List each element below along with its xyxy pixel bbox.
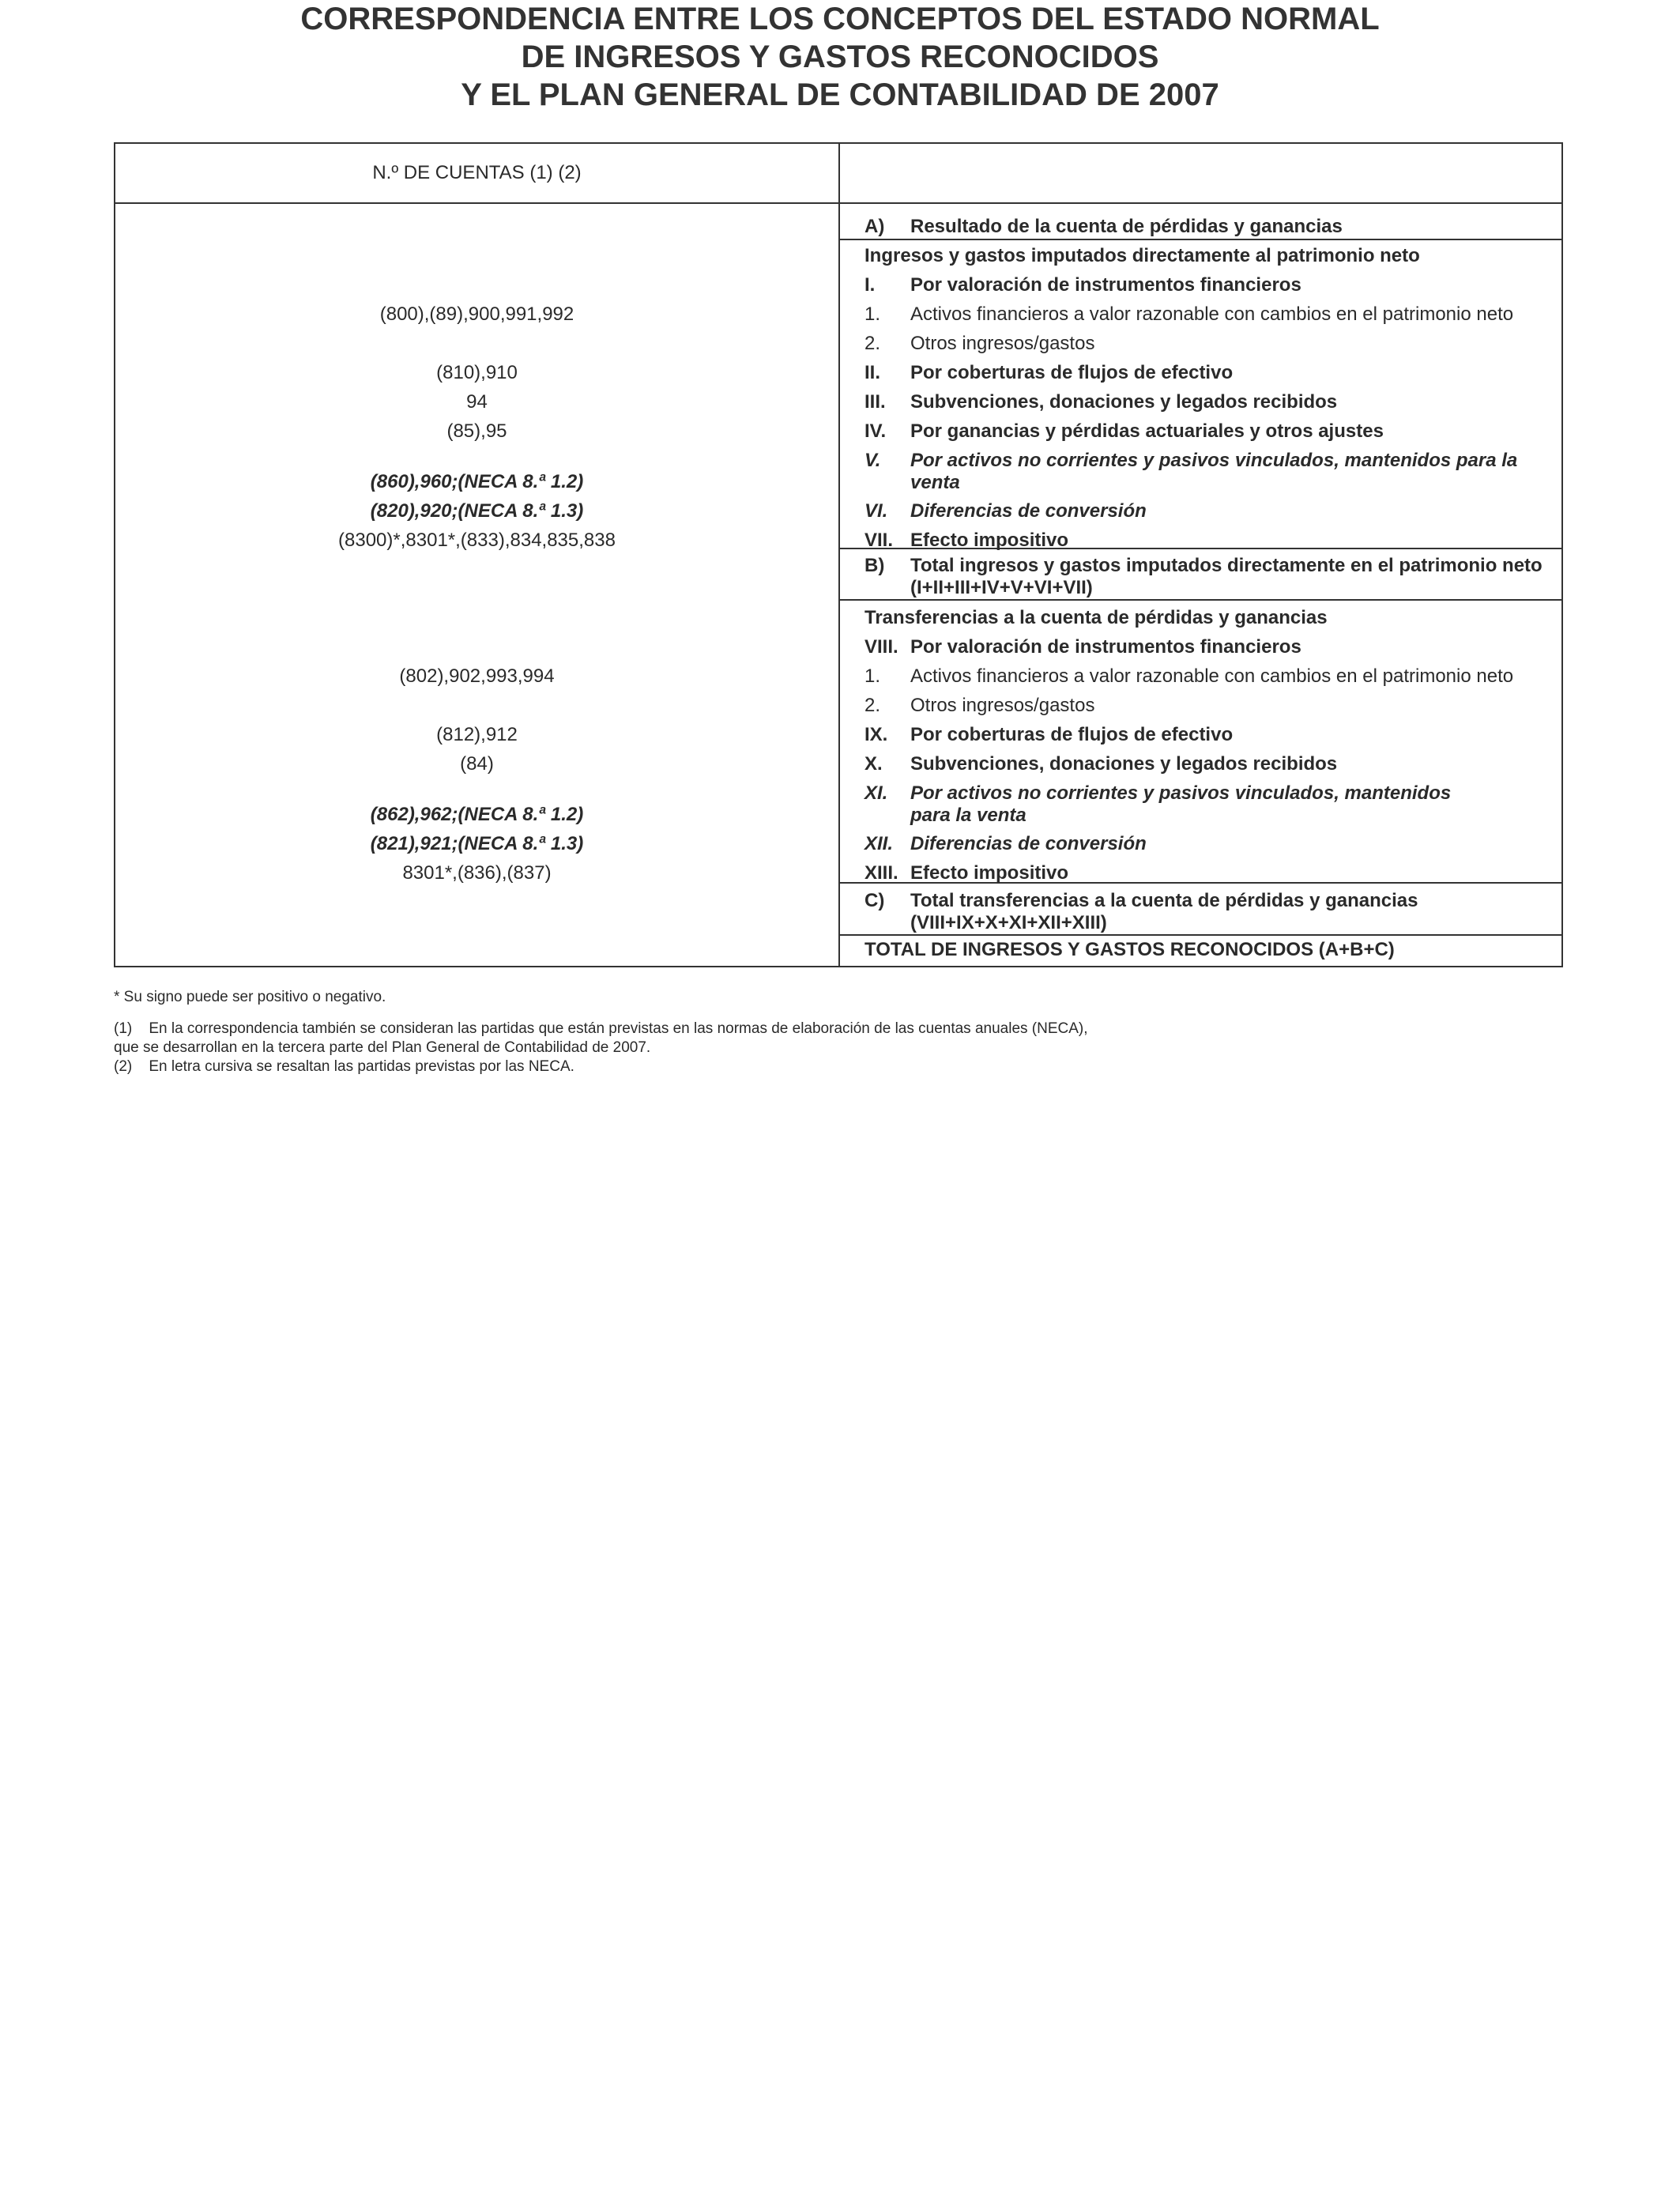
row-ix-num: IX.	[864, 724, 888, 745]
row-v-num: V.	[864, 450, 881, 471]
row-ii-num: II.	[864, 362, 881, 383]
row-viii2-text: Otros ingresos/gastos	[910, 695, 1095, 716]
row-xiii-text: Efecto impositivo	[910, 862, 1069, 884]
section-imputed-heading: Ingresos y gastos imputados directamente al patrimonio neto	[864, 245, 1420, 266]
row-v-accounts: (860),960;(NECA 8.ª 1.2)	[370, 471, 584, 492]
row-c-text: Total transferencias a la cuenta de pérdidas y ganancias (VIII+IX+X+XI+XII+XIII)	[910, 890, 1418, 933]
row-viii1-text: Activos financieros a valor razonable con cambios en el patrimonio neto	[910, 665, 1514, 687]
row-ix-accounts: (812),912	[436, 724, 518, 745]
row-i1-text: Activos financieros a valor razonable con cambios en el patrimonio neto	[910, 303, 1514, 325]
page-title	[0, 0, 1680, 114]
row-xii-num: XII.	[864, 833, 894, 854]
row-viii1-num: 1.	[864, 665, 881, 687]
row-xi-text: Por activos no corrientes y pasivos vinculados, mantenidos para la venta	[910, 782, 1452, 826]
footnote-1-line-2: que se desarrollan en la tercera parte del Plan General de Contabilidad de 2007.	[114, 1039, 651, 1056]
row-xiii-num: XIII.	[864, 862, 898, 884]
footnote-sign: * Su signo puede ser positivo o negativo.	[114, 989, 386, 1005]
row-c-num: C)	[864, 890, 885, 911]
row-iii-text: Subvenciones, donaciones y legados recibidos	[910, 391, 1338, 413]
title-line-3: Y EL PLAN GENERAL DE CONTABILIDAD DE 2007	[461, 77, 1219, 112]
row-ix-text: Por coberturas de flujos de efectivo	[910, 724, 1234, 745]
row-b-num: B)	[864, 555, 885, 576]
row-xi-num: XI.	[864, 782, 888, 804]
row-a-num: A)	[864, 216, 885, 237]
row-vii-text: Efecto impositivo	[910, 530, 1069, 551]
footnotes	[114, 988, 1560, 1076]
row-xiii-accounts: 8301*,(836),(837)	[402, 862, 552, 884]
section-transfers-heading: Transferencias a la cuenta de pérdidas y ganancias	[864, 607, 1328, 628]
row-i-text: Por valoración de instrumentos financieros	[910, 274, 1301, 296]
title-line-1: CORRESPONDENCIA ENTRE LOS CONCEPTOS DEL ESTADO NORMAL	[300, 2, 1380, 36]
row-i-num: I.	[864, 274, 876, 296]
row-a-text: Resultado de la cuenta de pérdidas y ganancias	[910, 216, 1343, 237]
row-viii-num: VIII.	[864, 636, 898, 658]
row-vi-text: Diferencias de conversión	[910, 500, 1147, 522]
row-ii-accounts: (810),910	[436, 362, 518, 383]
row-xii-text: Diferencias de conversión	[910, 833, 1147, 854]
row-vii-accounts: (8300)*,8301*,(833),834,835,838	[338, 530, 616, 551]
footnote-1-line-1: (1) En la correspondencia también se consideran las partidas que están previstas en las normas de elaboración de las cuentas anuales (NECA),	[114, 1020, 1088, 1037]
accounts-column-header: N.º DE CUENTAS (1) (2)	[372, 162, 582, 183]
row-viii1-accounts: (802),902,993,994	[399, 665, 555, 687]
row-divider	[840, 934, 1561, 936]
row-vii-num: VII.	[864, 530, 894, 551]
row-vi-accounts: (820),920;(NECA 8.ª 1.3)	[370, 500, 584, 522]
footnote-2: (2) En letra cursiva se resaltan las partidas previstas por las NECA.	[114, 1058, 574, 1075]
row-x-accounts: (84)	[460, 753, 494, 775]
row-vi-num: VI.	[864, 500, 888, 522]
row-iv-accounts: (85),95	[446, 420, 507, 442]
correspondence-table	[114, 142, 1563, 967]
row-iii-accounts: 94	[466, 391, 488, 413]
row-iv-text: Por ganancias y pérdidas actuariales y otros ajustes	[910, 420, 1384, 442]
row-i2-num: 2.	[864, 333, 881, 354]
row-viii-text: Por valoración de instrumentos financieros	[910, 636, 1301, 658]
row-i2-text: Otros ingresos/gastos	[910, 333, 1095, 354]
row-b-text: Total ingresos y gastos imputados directamente en el patrimonio neto (I+II+III+IV+V+VI+VII)	[910, 555, 1543, 598]
grand-total-row: TOTAL DE INGRESOS Y GASTOS RECONOCIDOS (A+B+C)	[864, 939, 1395, 960]
row-x-num: X.	[864, 753, 883, 775]
row-i1-accounts: (800),(89),900,991,992	[379, 303, 574, 325]
row-xi-accounts: (862),962;(NECA 8.ª 1.2)	[370, 804, 584, 825]
row-i1-num: 1.	[864, 303, 881, 325]
column-divider	[838, 144, 840, 966]
row-divider	[840, 239, 1561, 240]
row-xii-accounts: (821),921;(NECA 8.ª 1.3)	[370, 833, 584, 854]
row-iv-num: IV.	[864, 420, 887, 442]
row-viii2-num: 2.	[864, 695, 881, 716]
row-divider	[840, 599, 1561, 601]
title-line-2: DE INGRESOS Y GASTOS RECONOCIDOS	[521, 40, 1159, 74]
row-iii-num: III.	[864, 391, 886, 413]
row-ii-text: Por coberturas de flujos de efectivo	[910, 362, 1234, 383]
row-x-text: Subvenciones, donaciones y legados recibidos	[910, 753, 1338, 775]
row-v-text: Por activos no corrientes y pasivos vinculados, mantenidos para la venta	[910, 450, 1518, 493]
